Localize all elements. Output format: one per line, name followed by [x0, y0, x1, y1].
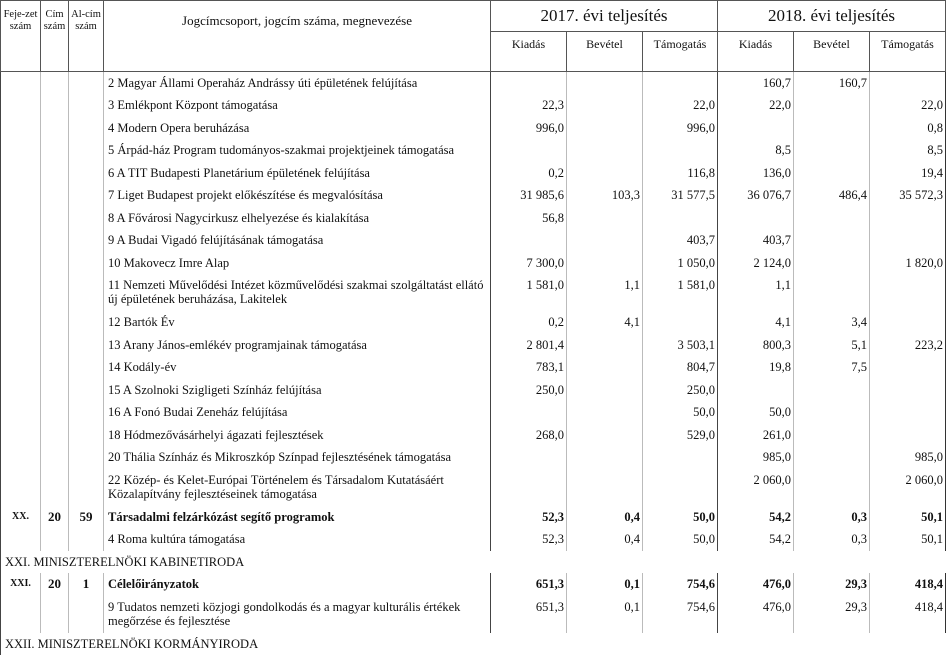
- bevetel-2017-cell: 1,1: [567, 274, 643, 311]
- kiadas-2018-cell: 985,0: [718, 446, 794, 469]
- alcim-cell: [69, 356, 104, 379]
- alcim-cell: [69, 446, 104, 469]
- bevetel-2018-cell: [794, 207, 870, 230]
- tamogatas-2017-cell: 22,0: [643, 94, 718, 117]
- tamogatas-2018-cell: 22,0: [870, 94, 946, 117]
- table-row: [1, 117, 946, 140]
- kiadas-2018-cell: 800,3: [718, 334, 794, 357]
- section-heading-row: [1, 633, 946, 655]
- cim-cell: [41, 334, 69, 357]
- tamogatas-2018-cell: 418,4: [870, 573, 946, 596]
- tamogatas-2017-cell: 754,6: [643, 596, 718, 633]
- kiadas-2017-cell: 52,3: [491, 506, 567, 529]
- kiadas-2018-cell: 19,8: [718, 356, 794, 379]
- tamogatas-2018-cell: [870, 72, 946, 95]
- table-row: [1, 506, 946, 529]
- header-cim: Cím szám: [41, 1, 69, 72]
- kiadas-2017-cell: 268,0: [491, 424, 567, 447]
- alcim-cell: [69, 401, 104, 424]
- fejezet-cell: [1, 94, 41, 117]
- alcim-cell: [69, 117, 104, 140]
- cim-cell: [41, 117, 69, 140]
- kiadas-2018-cell: [718, 117, 794, 140]
- item-name: 4 Modern Opera beruházása: [104, 117, 491, 140]
- bevetel-2017-cell: [567, 401, 643, 424]
- header-2018-bevétel: Bevétel: [794, 32, 870, 72]
- fejezet-cell: [1, 446, 41, 469]
- table-row: [1, 446, 946, 469]
- bevetel-2018-cell: [794, 229, 870, 252]
- item-name: 6 A TIT Budapesti Planetárium épületének felújítása: [104, 162, 491, 185]
- alcim-cell: [69, 139, 104, 162]
- item-name: Társadalmi felzárkózást segítő programok: [104, 506, 491, 529]
- item-name: Célelőirányzatok: [104, 573, 491, 596]
- item-name: 8 A Fővárosi Nagycirkusz elhelyezése és kialakítása: [104, 207, 491, 230]
- bevetel-2018-cell: 5,1: [794, 334, 870, 357]
- bevetel-2018-cell: 29,3: [794, 596, 870, 633]
- kiadas-2017-cell: [491, 401, 567, 424]
- tamogatas-2018-cell: [870, 424, 946, 447]
- tamogatas-2018-cell: 2 060,0: [870, 469, 946, 506]
- bevetel-2017-cell: [567, 424, 643, 447]
- tamogatas-2017-cell: 804,7: [643, 356, 718, 379]
- alcim-cell: [69, 424, 104, 447]
- bevetel-2017-cell: [567, 356, 643, 379]
- table-row: [1, 72, 946, 95]
- table-row: [1, 311, 946, 334]
- item-name: 16 A Fonó Budai Zeneház felújítása: [104, 401, 491, 424]
- bevetel-2017-cell: [567, 162, 643, 185]
- kiadas-2018-cell: 1,1: [718, 274, 794, 311]
- kiadas-2017-cell: 250,0: [491, 379, 567, 402]
- kiadas-2018-cell: 403,7: [718, 229, 794, 252]
- section-heading: XXI. MINISZTERELNÖKI KABINETIRODA: [1, 551, 946, 574]
- tamogatas-2017-cell: 50,0: [643, 401, 718, 424]
- header-2017-bevétel: Bevétel: [567, 32, 643, 72]
- section-heading-row: [1, 551, 946, 574]
- fejezet-cell: [1, 424, 41, 447]
- tamogatas-2017-cell: 996,0: [643, 117, 718, 140]
- bevetel-2018-cell: [794, 469, 870, 506]
- tamogatas-2018-cell: 8,5: [870, 139, 946, 162]
- table-row: [1, 573, 946, 596]
- kiadas-2018-cell: 2 060,0: [718, 469, 794, 506]
- table-row: [1, 356, 946, 379]
- item-name: 15 A Szolnoki Szigligeti Színház felújítása: [104, 379, 491, 402]
- table-row: [1, 94, 946, 117]
- cim-cell: [41, 274, 69, 311]
- header-2018-kiadás: Kiadás: [718, 32, 794, 72]
- tamogatas-2018-cell: 50,1: [870, 506, 946, 529]
- item-name: 9 A Budai Vigadó felújításának támogatása: [104, 229, 491, 252]
- header-2017-kiadás: Kiadás: [491, 32, 567, 72]
- item-name: 5 Árpád-ház Program tudományos-szakmai projektjeinek támogatása: [104, 139, 491, 162]
- cim-cell: [41, 528, 69, 551]
- table-row: [1, 274, 946, 311]
- tamogatas-2018-cell: [870, 311, 946, 334]
- kiadas-2018-cell: 54,2: [718, 506, 794, 529]
- cim-cell: [41, 162, 69, 185]
- item-name: 10 Makovecz Imre Alap: [104, 252, 491, 275]
- alcim-cell: [69, 252, 104, 275]
- alcim-cell: [69, 311, 104, 334]
- fejezet-cell: [1, 229, 41, 252]
- tamogatas-2018-cell: [870, 229, 946, 252]
- bevetel-2017-cell: [567, 334, 643, 357]
- fejezet-cell: [1, 274, 41, 311]
- kiadas-2017-cell: [491, 72, 567, 95]
- fejezet-cell: XX.: [1, 506, 41, 529]
- bevetel-2017-cell: 0,1: [567, 573, 643, 596]
- item-name: 3 Emlékpont Központ támogatása: [104, 94, 491, 117]
- bevetel-2018-cell: [794, 401, 870, 424]
- fejezet-cell: [1, 184, 41, 207]
- bevetel-2017-cell: 4,1: [567, 311, 643, 334]
- kiadas-2017-cell: 2 801,4: [491, 334, 567, 357]
- table-row: [1, 596, 946, 633]
- table-row: [1, 469, 946, 506]
- kiadas-2017-cell: [491, 469, 567, 506]
- cim-cell: [41, 469, 69, 506]
- tamogatas-2017-cell: 754,6: [643, 573, 718, 596]
- alcim-cell: [69, 469, 104, 506]
- tamogatas-2017-cell: 403,7: [643, 229, 718, 252]
- item-name: 4 Roma kultúra támogatása: [104, 528, 491, 551]
- section-heading: XXII. MINISZTERELNÖKI KORMÁNYIRODA: [1, 633, 946, 655]
- bevetel-2017-cell: [567, 379, 643, 402]
- kiadas-2018-cell: [718, 379, 794, 402]
- item-name: 12 Bartók Év: [104, 311, 491, 334]
- item-name: 20 Thália Színház és Mikroszkóp Színpad fejlesztésének támogatása: [104, 446, 491, 469]
- table-row: [1, 252, 946, 275]
- kiadas-2017-cell: 996,0: [491, 117, 567, 140]
- tamogatas-2018-cell: [870, 274, 946, 311]
- bevetel-2018-cell: 486,4: [794, 184, 870, 207]
- bevetel-2018-cell: [794, 117, 870, 140]
- fejezet-cell: [1, 356, 41, 379]
- bevetel-2017-cell: [567, 139, 643, 162]
- cim-cell: [41, 356, 69, 379]
- tamogatas-2017-cell: [643, 469, 718, 506]
- kiadas-2017-cell: 651,3: [491, 596, 567, 633]
- tamogatas-2017-cell: [643, 311, 718, 334]
- cim-cell: [41, 94, 69, 117]
- kiadas-2018-cell: 476,0: [718, 596, 794, 633]
- tamogatas-2018-cell: 35 572,3: [870, 184, 946, 207]
- tamogatas-2018-cell: [870, 207, 946, 230]
- bevetel-2018-cell: [794, 162, 870, 185]
- table-row: [1, 424, 946, 447]
- fejezet-cell: [1, 311, 41, 334]
- tamogatas-2018-cell: [870, 356, 946, 379]
- header-2018-támogatás: Támogatás: [870, 32, 946, 72]
- cim-cell: [41, 596, 69, 633]
- bevetel-2017-cell: [567, 446, 643, 469]
- cim-cell: [41, 424, 69, 447]
- cim-cell: [41, 401, 69, 424]
- item-name: 2 Magyar Állami Operaház Andrássy úti épületének felújítása: [104, 72, 491, 95]
- bevetel-2017-cell: 103,3: [567, 184, 643, 207]
- kiadas-2018-cell: 476,0: [718, 573, 794, 596]
- table-row: [1, 401, 946, 424]
- kiadas-2017-cell: 22,3: [491, 94, 567, 117]
- fejezet-cell: [1, 117, 41, 140]
- alcim-cell: [69, 184, 104, 207]
- bevetel-2017-cell: [567, 252, 643, 275]
- bevetel-2018-cell: [794, 424, 870, 447]
- tamogatas-2018-cell: 985,0: [870, 446, 946, 469]
- kiadas-2017-cell: 0,2: [491, 162, 567, 185]
- bevetel-2017-cell: 0,4: [567, 506, 643, 529]
- kiadas-2018-cell: 160,7: [718, 72, 794, 95]
- tamogatas-2018-cell: [870, 401, 946, 424]
- kiadas-2017-cell: [491, 446, 567, 469]
- tamogatas-2017-cell: [643, 72, 718, 95]
- fejezet-cell: [1, 334, 41, 357]
- cim-cell: [41, 379, 69, 402]
- bevetel-2018-cell: 3,4: [794, 311, 870, 334]
- tamogatas-2017-cell: 529,0: [643, 424, 718, 447]
- fejezet-cell: [1, 207, 41, 230]
- kiadas-2017-cell: [491, 139, 567, 162]
- fejezet-cell: [1, 379, 41, 402]
- kiadas-2018-cell: 50,0: [718, 401, 794, 424]
- kiadas-2017-cell: 651,3: [491, 573, 567, 596]
- bevetel-2017-cell: [567, 117, 643, 140]
- alcim-cell: [69, 94, 104, 117]
- fejezet-cell: [1, 401, 41, 424]
- cim-cell: [41, 207, 69, 230]
- bevetel-2017-cell: 0,4: [567, 528, 643, 551]
- cim-cell: [41, 72, 69, 95]
- alcim-cell: [69, 334, 104, 357]
- alcim-cell: [69, 72, 104, 95]
- kiadas-2018-cell: 136,0: [718, 162, 794, 185]
- bevetel-2017-cell: [567, 469, 643, 506]
- fejezet-cell: [1, 596, 41, 633]
- table-row: [1, 162, 946, 185]
- item-name: 9 Tudatos nemzeti közjogi gondolkodás és a magyar kulturális értékek megőrzése és fejlesztése: [104, 596, 491, 633]
- cim-cell: [41, 184, 69, 207]
- tamogatas-2018-cell: 223,2: [870, 334, 946, 357]
- bevetel-2018-cell: [794, 274, 870, 311]
- table-row: [1, 184, 946, 207]
- tamogatas-2018-cell: 50,1: [870, 528, 946, 551]
- table-row: [1, 139, 946, 162]
- kiadas-2017-cell: 31 985,6: [491, 184, 567, 207]
- cim-cell: [41, 139, 69, 162]
- fejezet-cell: [1, 139, 41, 162]
- cim-cell: [41, 446, 69, 469]
- fejezet-cell: [1, 469, 41, 506]
- kiadas-2018-cell: 2 124,0: [718, 252, 794, 275]
- alcim-cell: [69, 274, 104, 311]
- tamogatas-2018-cell: 0,8: [870, 117, 946, 140]
- header-fejezet: Feje-zet szám: [1, 1, 41, 72]
- tamogatas-2018-cell: 19,4: [870, 162, 946, 185]
- table-row: [1, 229, 946, 252]
- tamogatas-2017-cell: 31 577,5: [643, 184, 718, 207]
- table-row: [1, 334, 946, 357]
- fejezet-cell: [1, 72, 41, 95]
- kiadas-2017-cell: 52,3: [491, 528, 567, 551]
- item-name: 13 Arany János-emlékév programjainak támogatása: [104, 334, 491, 357]
- tamogatas-2017-cell: [643, 446, 718, 469]
- kiadas-2017-cell: 7 300,0: [491, 252, 567, 275]
- fejezet-cell: XXI.: [1, 573, 41, 596]
- cim-cell: [41, 252, 69, 275]
- tamogatas-2018-cell: 418,4: [870, 596, 946, 633]
- fejezet-cell: [1, 162, 41, 185]
- item-name: 14 Kodály-év: [104, 356, 491, 379]
- cim-cell: [41, 229, 69, 252]
- item-name: 7 Liget Budapest projekt előkészítése és megvalósítása: [104, 184, 491, 207]
- bevetel-2017-cell: [567, 94, 643, 117]
- bevetel-2017-cell: [567, 72, 643, 95]
- kiadas-2018-cell: 8,5: [718, 139, 794, 162]
- tamogatas-2017-cell: 1 050,0: [643, 252, 718, 275]
- kiadas-2017-cell: [491, 229, 567, 252]
- header-alcim: Al-cím szám: [69, 1, 104, 72]
- alcim-cell: [69, 207, 104, 230]
- table-row: [1, 379, 946, 402]
- tamogatas-2017-cell: [643, 207, 718, 230]
- bevetel-2018-cell: [794, 446, 870, 469]
- tamogatas-2017-cell: 1 581,0: [643, 274, 718, 311]
- bevetel-2018-cell: 0,3: [794, 528, 870, 551]
- item-name: 18 Hódmezővásárhelyi ágazati fejlesztések: [104, 424, 491, 447]
- bevetel-2018-cell: 160,7: [794, 72, 870, 95]
- bevetel-2017-cell: [567, 207, 643, 230]
- kiadas-2018-cell: 36 076,7: [718, 184, 794, 207]
- cim-cell: 20: [41, 506, 69, 529]
- header-2017: 2017. évi teljesítés: [491, 1, 718, 32]
- kiadas-2018-cell: 54,2: [718, 528, 794, 551]
- tamogatas-2018-cell: 1 820,0: [870, 252, 946, 275]
- alcim-cell: 1: [69, 573, 104, 596]
- tamogatas-2018-cell: [870, 379, 946, 402]
- alcim-cell: [69, 528, 104, 551]
- kiadas-2018-cell: 22,0: [718, 94, 794, 117]
- tamogatas-2017-cell: 50,0: [643, 528, 718, 551]
- alcim-cell: [69, 379, 104, 402]
- kiadas-2017-cell: 783,1: [491, 356, 567, 379]
- kiadas-2017-cell: 56,8: [491, 207, 567, 230]
- item-name: 22 Közép- és Kelet-Európai Történelem és Társadalom Kutatásáért Közalapítvány fejlesztéseinek támogatása: [104, 469, 491, 506]
- bevetel-2017-cell: 0,1: [567, 596, 643, 633]
- tamogatas-2017-cell: 50,0: [643, 506, 718, 529]
- alcim-cell: 59: [69, 506, 104, 529]
- table-row: [1, 528, 946, 551]
- bevetel-2017-cell: [567, 229, 643, 252]
- bevetel-2018-cell: [794, 139, 870, 162]
- alcim-cell: [69, 596, 104, 633]
- header-2018: 2018. évi teljesítés: [718, 1, 946, 32]
- bevetel-2018-cell: 7,5: [794, 356, 870, 379]
- tamogatas-2017-cell: 116,8: [643, 162, 718, 185]
- kiadas-2017-cell: 1 581,0: [491, 274, 567, 311]
- kiadas-2018-cell: 261,0: [718, 424, 794, 447]
- bevetel-2018-cell: [794, 379, 870, 402]
- bevetel-2018-cell: 0,3: [794, 506, 870, 529]
- fejezet-cell: [1, 528, 41, 551]
- alcim-cell: [69, 162, 104, 185]
- item-name: 11 Nemzeti Művelődési Intézet közművelődési szakmai szolgáltatást ellátó új épületének beruházása, Lakitelek: [104, 274, 491, 311]
- header-name: Jogcímcsoport, jogcím száma, megnevezése: [104, 1, 491, 72]
- cim-cell: 20: [41, 573, 69, 596]
- tamogatas-2017-cell: [643, 139, 718, 162]
- alcim-cell: [69, 229, 104, 252]
- bevetel-2018-cell: [794, 94, 870, 117]
- kiadas-2017-cell: 0,2: [491, 311, 567, 334]
- bevetel-2018-cell: [794, 252, 870, 275]
- kiadas-2018-cell: [718, 207, 794, 230]
- tamogatas-2017-cell: 250,0: [643, 379, 718, 402]
- fejezet-cell: [1, 252, 41, 275]
- bevetel-2018-cell: 29,3: [794, 573, 870, 596]
- tamogatas-2017-cell: 3 503,1: [643, 334, 718, 357]
- header-2017-támogatás: Támogatás: [643, 32, 718, 72]
- cim-cell: [41, 311, 69, 334]
- kiadas-2018-cell: 4,1: [718, 311, 794, 334]
- table-row: [1, 207, 946, 230]
